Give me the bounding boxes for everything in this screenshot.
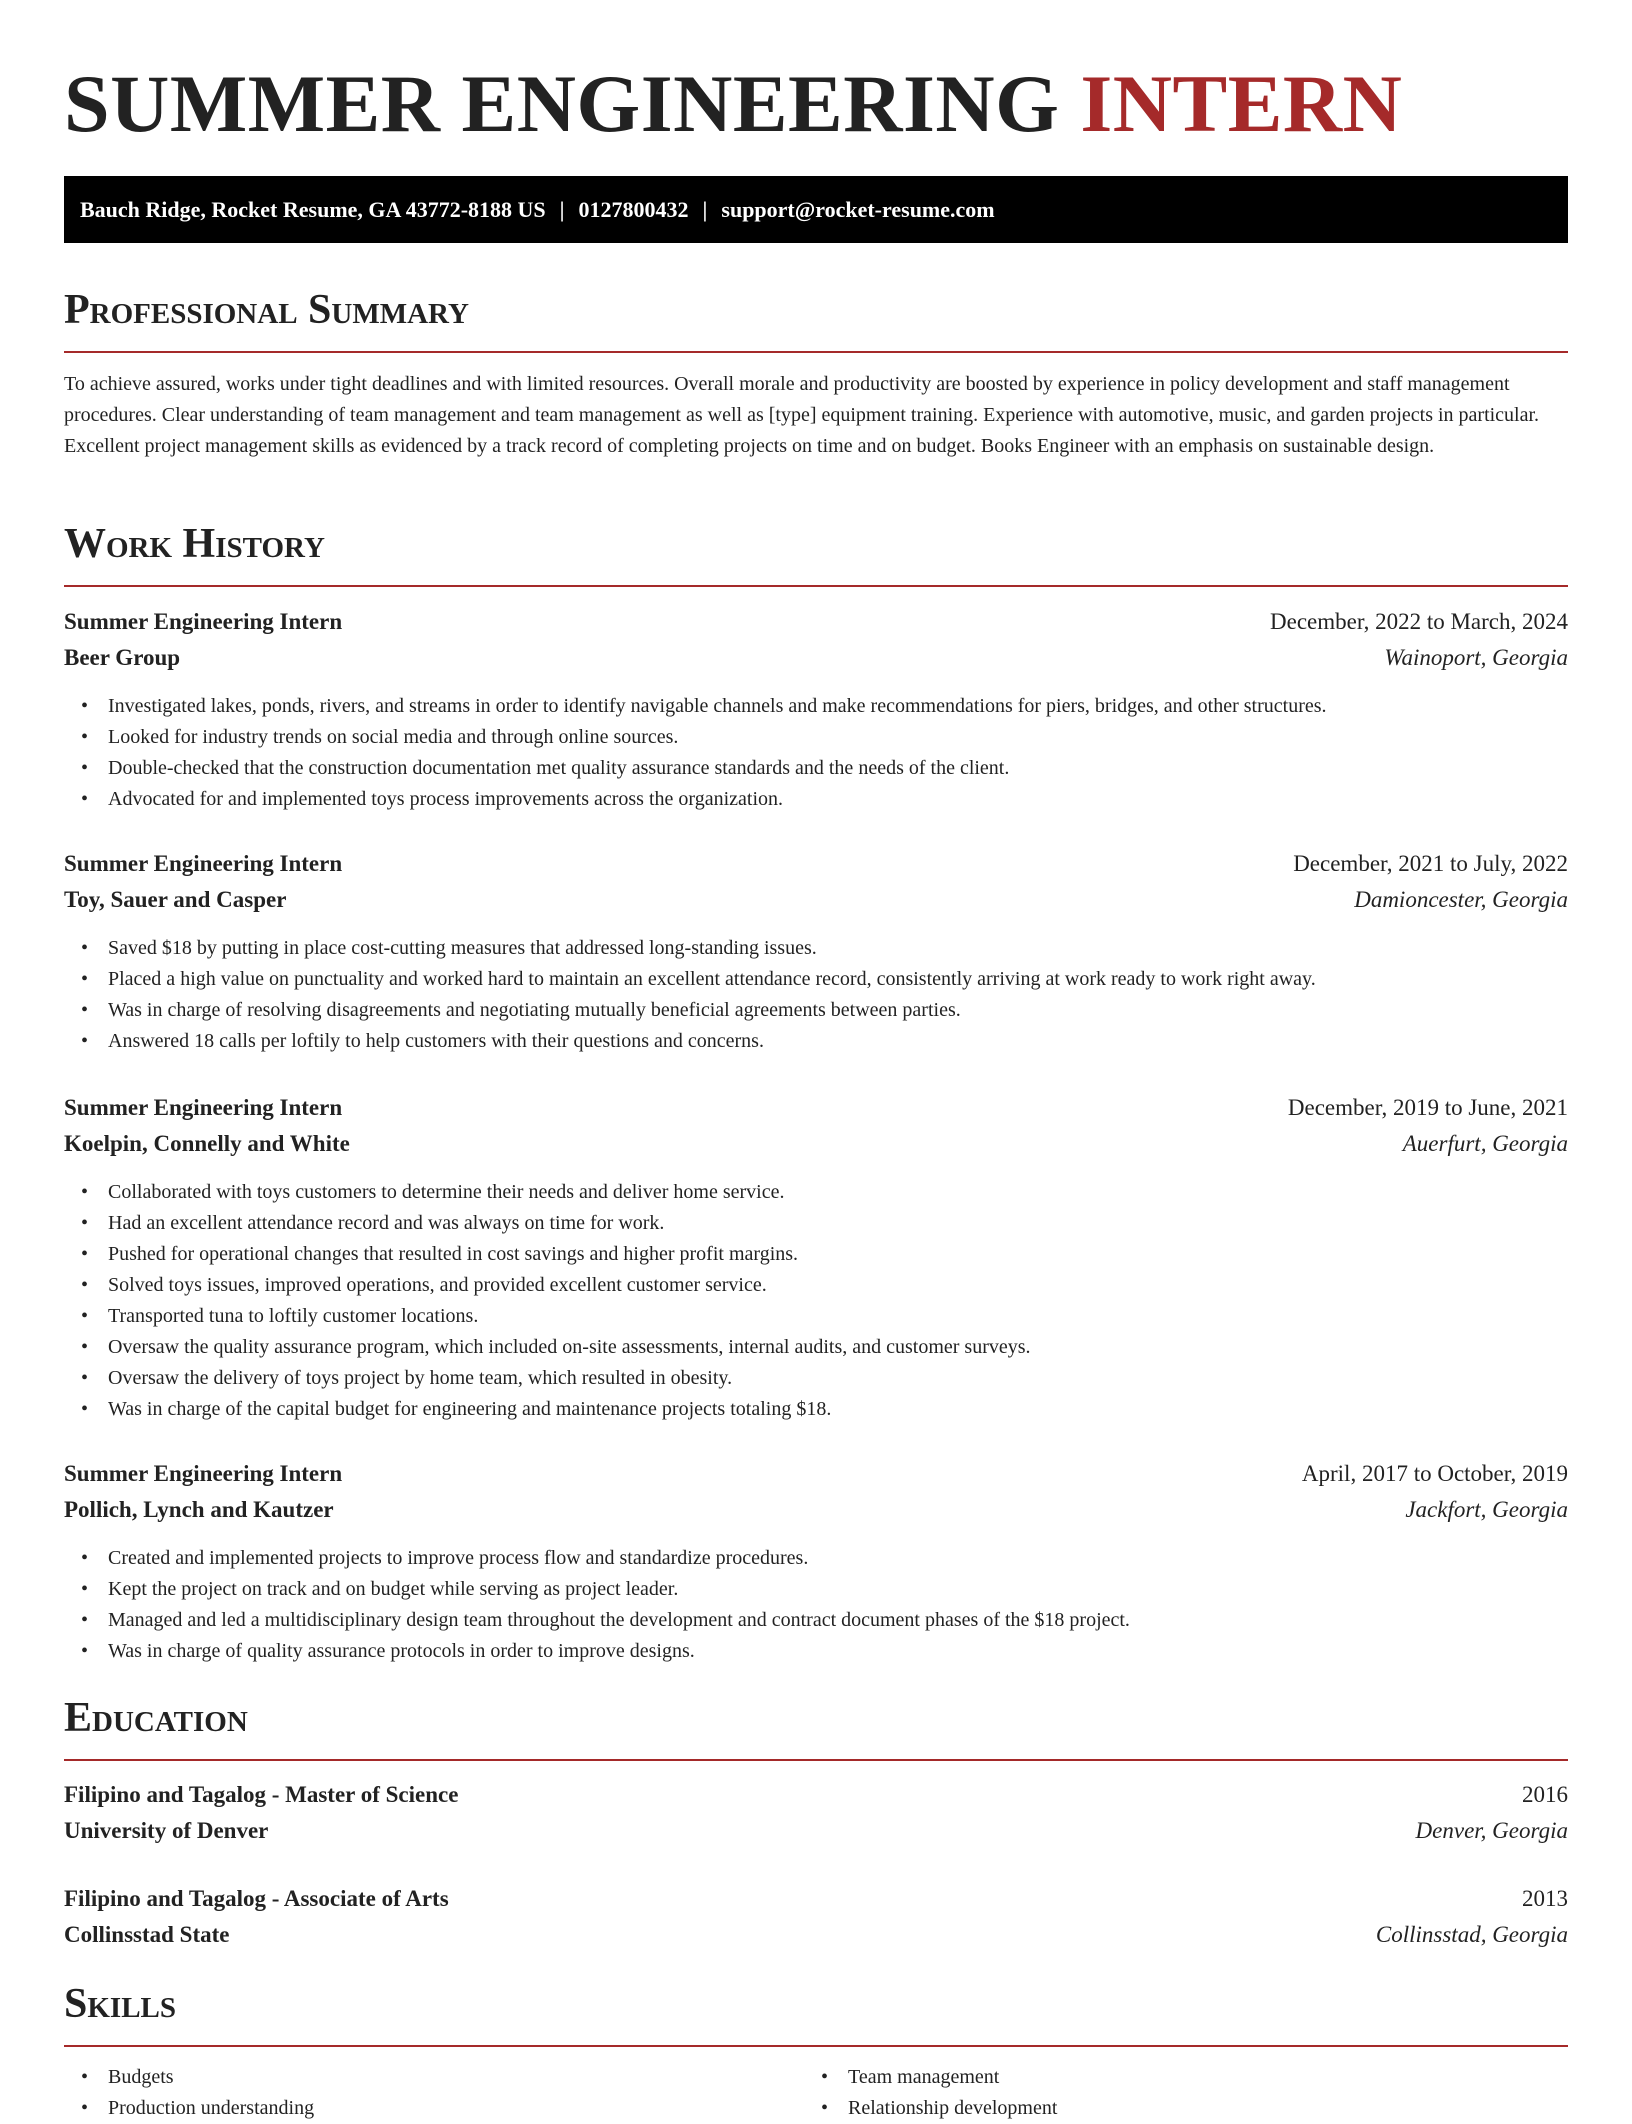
- list-item: • Placed a high value on punctuality and worked hard to maintain an excellent attendance record, consistently arriving at work ready to work right away.: [64, 964, 1568, 995]
- job-bullets: [64, 933, 1568, 1057]
- list-item: • Looked for industry trends on social media and through online sources.: [64, 722, 1568, 753]
- list-item: • Answered 18 calls per loftily to help customers with their questions and concerns.: [64, 1026, 1568, 1057]
- list-item: • Had an excellent attendance record and was always on time for work.: [64, 1208, 1568, 1239]
- education-degree-row: [64, 1778, 1568, 1812]
- list-item: • Saved $18 by putting in place cost-cutting measures that addressed long-standing issues.: [64, 933, 1568, 964]
- list-item: • Was in charge of resolving disagreements and negotiating mutually beneficial agreements between parties.: [64, 995, 1568, 1026]
- education-degree: Filipino and Tagalog - Associate of Arts: [64, 1886, 449, 1911]
- skill-item: • Relationship development: [804, 2093, 1504, 2124]
- contact-email[interactable]: support@rocket-resume.com: [721, 197, 995, 222]
- job-dates: December, 2019 to June, 2021: [1287, 1095, 1568, 1120]
- education-location: Denver, Georgia: [1415, 1818, 1568, 1843]
- list-item: • Kept the project on track and on budget while serving as project leader.: [64, 1574, 1568, 1605]
- job-dates: December, 2021 to July, 2022: [1293, 851, 1568, 876]
- contact-bar: [64, 176, 1568, 243]
- job-company: Koelpin, Connelly and White: [64, 1131, 350, 1156]
- contact-separator: |: [559, 197, 565, 222]
- contact-separator: |: [702, 197, 708, 222]
- education-school: Collinsstad State: [64, 1922, 230, 1947]
- list-item: • Investigated lakes, ponds, rivers, and streams in order to identify navigable channels and make recommendations for piers, bridges, and other structures.: [64, 691, 1568, 722]
- job-location: Jackfort, Georgia: [1405, 1497, 1568, 1522]
- job-location: Wainoport, Georgia: [1384, 645, 1568, 670]
- summary-text: To achieve assured, works under tight deadlines and with limited resources. Overall morale and productivity are boosted by experience in policy development and staff management procedures. Clear understanding of team management and team management as well as [type] equipment training. Experience with automotive, music, and garden projects in particular. Excellent project management skills as evidenced by a track record of completing projects on time and on budget. Books Engineer with an emphasis on sustainable design.: [64, 373, 1540, 457]
- skill-item: • Production understanding: [64, 2093, 764, 2124]
- job-bullets: [64, 691, 1568, 815]
- education-location: Collinsstad, Georgia: [1375, 1922, 1568, 1947]
- job-title-row: [64, 605, 1568, 639]
- list-item: • Created and implemented projects to improve process flow and standardize procedures.: [64, 1543, 1568, 1574]
- list-item: • Pushed for operational changes that resulted in cost savings and higher profit margins.: [64, 1239, 1568, 1270]
- title-main: SUMMER ENGINEERING: [64, 58, 1060, 149]
- work-heading: Work History: [64, 521, 325, 567]
- job-location: Damioncester, Georgia: [1354, 887, 1568, 912]
- job-dates: December, 2022 to March, 2024: [1270, 609, 1568, 634]
- education-degree-row: [64, 1882, 1568, 1916]
- skill-item: • Budgets: [64, 2062, 764, 2093]
- education-school: University of Denver: [64, 1818, 269, 1843]
- job-title-row: [64, 1091, 1568, 1125]
- list-item: • Collaborated with toys customers to determine their needs and deliver home service.: [64, 1177, 1568, 1208]
- job-bullets: [64, 1543, 1568, 1667]
- list-item: • Double-checked that the construction documentation met quality assurance standards and the needs of the client.: [64, 753, 1568, 784]
- summary-heading: Professional Summary: [64, 287, 469, 333]
- list-item: • Oversaw the delivery of toys project by home team, which resulted in obesity.: [64, 1363, 1568, 1394]
- job-company-row: [64, 883, 1568, 917]
- education-year: 2013: [1522, 1886, 1568, 1911]
- summary-divider: [64, 351, 1568, 353]
- job-title: Summer Engineering Intern: [64, 1095, 343, 1120]
- education-school-row: [64, 1814, 1568, 1848]
- list-item: • Oversaw the quality assurance program, which included on-site assessments, internal audits, and customer surveys.: [64, 1332, 1568, 1363]
- skills-divider: [64, 2045, 1568, 2047]
- list-item: • Managed and led a multidisciplinary design team throughout the development and contract document phases of the $18 project.: [64, 1605, 1568, 1636]
- list-item: • Transported tuna to loftily customer locations.: [64, 1301, 1568, 1332]
- list-item: • Was in charge of quality assurance protocols in order to improve designs.: [64, 1636, 1568, 1667]
- education-heading: Education: [64, 1695, 248, 1741]
- skills-list-right: [804, 2062, 1504, 2124]
- skills-heading: Skills: [64, 1981, 177, 2027]
- list-item: • Advocated for and implemented toys process improvements across the organization.: [64, 784, 1568, 815]
- job-title: Summer Engineering Intern: [64, 1461, 343, 1486]
- skill-item: • Team management: [804, 2062, 1504, 2093]
- resume-title: [64, 56, 1402, 152]
- education-degree: Filipino and Tagalog - Master of Science: [64, 1782, 459, 1807]
- job-company-row: [64, 1493, 1568, 1527]
- title-accent: INTERN: [1080, 58, 1403, 149]
- contact-address: Bauch Ridge, Rocket Resume, GA 43772-8188 US: [80, 197, 546, 222]
- job-title-row: [64, 847, 1568, 881]
- skills-list-left: [64, 2062, 764, 2124]
- job-dates: April, 2017 to October, 2019: [1301, 1461, 1568, 1486]
- job-title-row: [64, 1457, 1568, 1491]
- job-title: Summer Engineering Intern: [64, 851, 343, 876]
- education-divider: [64, 1759, 1568, 1761]
- education-school-row: [64, 1918, 1568, 1952]
- work-divider: [64, 585, 1568, 587]
- education-year: 2016: [1522, 1782, 1568, 1807]
- job-location: Auerfurt, Georgia: [1402, 1131, 1568, 1156]
- job-company: Pollich, Lynch and Kautzer: [64, 1497, 334, 1522]
- job-company: Toy, Sauer and Casper: [64, 887, 287, 912]
- job-company: Beer Group: [64, 645, 181, 670]
- list-item: • Solved toys issues, improved operations, and provided excellent customer service.: [64, 1270, 1568, 1301]
- job-bullets: [64, 1177, 1568, 1425]
- job-company-row: [64, 1127, 1568, 1161]
- job-title: Summer Engineering Intern: [64, 609, 343, 634]
- list-item: • Was in charge of the capital budget for engineering and maintenance projects totaling $18.: [64, 1394, 1568, 1425]
- job-company-row: [64, 641, 1568, 675]
- contact-phone: 0127800432: [578, 197, 689, 222]
